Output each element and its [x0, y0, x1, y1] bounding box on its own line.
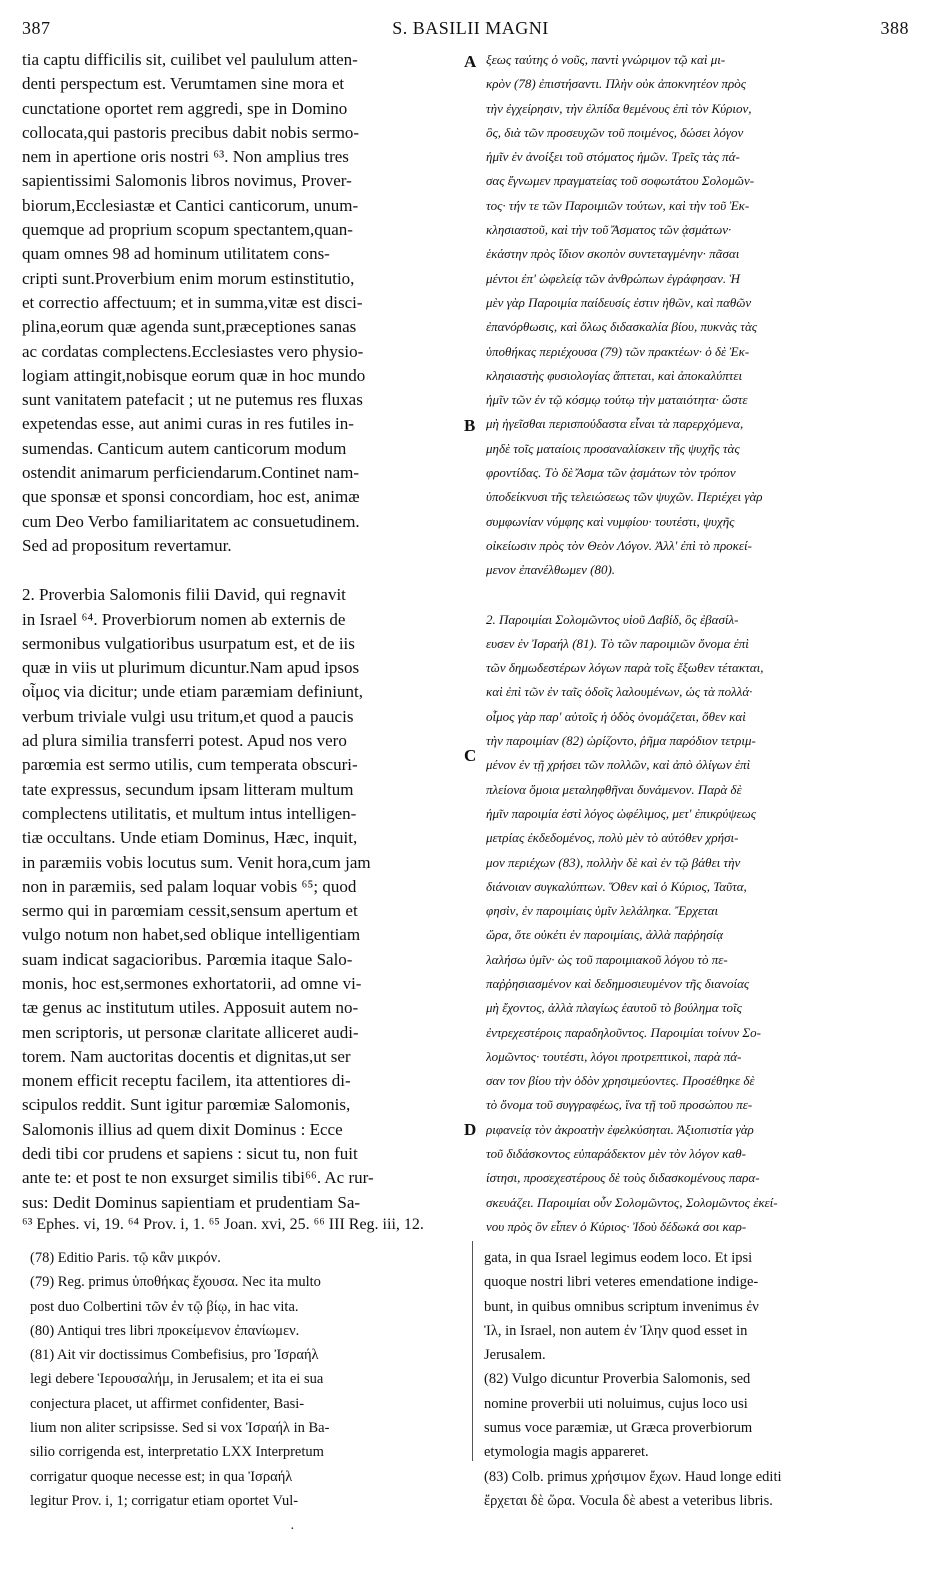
footnote-line: ἔρχεται δὲ ὥρα. Vocula δὲ abest a veteribus libris.: [484, 1492, 773, 1509]
latin-text-line: dedi tibi cor prudens et sapiens : sicut tu, non fuit: [22, 1144, 358, 1164]
footnote-line: Ἰλ, in Israel, non autem ἐν Ἰλην quod esset in: [484, 1322, 748, 1339]
latin-text-line: denti perspectum est. Verumtamen sine mora et: [22, 74, 345, 94]
latin-text-line: collocata,qui pastoris precibus dabit nobis sermo-: [22, 122, 360, 142]
footnote-line: (80) Antiqui tres libri προκείμενον ἐπανίωμεν.: [30, 1322, 300, 1339]
greek-text-line: ὑποδείκνυσι τῆς τελειώσεως τῶν ψυχῶν. Περιέχει γὰρ: [486, 489, 763, 505]
greek-text-line: μέντοι ἐπ' ὠφελείᾳ τῶν ἀνθρώπων ἐγράφησαν. Ἡ: [486, 270, 740, 286]
latin-text-line: cunctatione oportet rem aggredi, spe in Domino: [22, 98, 348, 118]
footnote-line: conjectura placet, ut affirmet confidenter, Basi-: [30, 1395, 305, 1412]
footnote-line: gata, in qua Israel legimus eodem loco. Et ipsi: [484, 1250, 753, 1266]
latin-text-line: ante te: et post te non exsurget similis tibi⁶⁶. Ac rur-: [22, 1168, 374, 1188]
greek-text-line: κλησιαστοῦ, καὶ τὴν τοῦ Ἄσματος τῶν ᾀσμάτων·: [486, 222, 732, 238]
latin-text-line: quæ in viis ut plurimum dicuntur.Nam apud ipsos: [22, 658, 360, 678]
latin-text-line: ostendit animarum perficiendarum.Continet nam-: [22, 463, 360, 483]
margin-letter-a: A: [464, 52, 477, 71]
footnote-line: etymologia magis appareret.: [484, 1444, 649, 1461]
stray-mark: ·: [290, 1522, 295, 1537]
greek-text-line: τῶν δημωδεστέρων λόγων παρὰ τοῖς ἔξωθεν τέτακται,: [486, 660, 764, 676]
greek-text-line: ὃς, διὰ τῶν προσευχῶν τοῦ ποιμένος, δώσει λόγον: [486, 124, 744, 140]
greek-text-line: νου πρὸς ὃν εἶπεν ὁ Κύριος· Ἰδοὺ δέδωκά σοι καρ-: [486, 1218, 747, 1234]
greek-text-line: συμφωνίαν νύμφης καὶ νυμφίου· τουτέστι, ψυχῆς: [486, 513, 735, 529]
latin-text-line: tæ genus ac institutum utiles. Apposuit autem no-: [22, 998, 359, 1018]
footnote-line: (79) Reg. primus ὑποθήκας ἔχουσα. Nec ita multo: [30, 1274, 321, 1291]
latin-text-line: nem in apertione oris nostri ⁶³. Non amplius tres: [22, 147, 349, 167]
margin-letter-d: D: [464, 1120, 477, 1139]
footnote-line: (83) Colb. primus χρήσιμον ἔχων. Haud longe editi: [484, 1468, 782, 1485]
greek-text-line: μετρίας ἐκδεδομένος, πολὺ μὲν τὸ αὐτόθεν χρήσι-: [486, 830, 739, 846]
latin-text-line: scipulos reddit. Sunt igitur parœmiæ Salomonis,: [22, 1095, 351, 1115]
footnote-line: (82) Vulgo dicuntur Proverbia Salomonis, sed: [484, 1371, 751, 1388]
latin-text-line: sumendas. Canticum autem canticorum modum: [22, 438, 347, 458]
latin-text-line: [22, 558, 462, 583]
latin-text-line: que sponsæ et sponsi concordiam, hoc est, animæ: [22, 487, 360, 507]
greek-text-line: ίστησι, προσεχεστέρους δὲ τοὺς διδασκομένους παρα-: [486, 1170, 760, 1186]
footnote-line: (81) Ait vir doctissimus Combefisius, pro Ἰσραήλ: [30, 1347, 319, 1364]
footnote-line: lium non aliter scripsisse. Sed si vox Ἰσραήλ in Ba-: [30, 1420, 330, 1437]
latin-text-line: monem efficit receptu facilem, ita attentiores di-: [22, 1071, 351, 1091]
greek-text-line: τὸ ὄνομα τοῦ συγγραφέως, ἵνα τῇ τοῦ προσώπου πε-: [486, 1097, 753, 1113]
greek-text-line: κλησιαστὴς φυσιολογίας ἅπτεται, καὶ ἀποκαλύπτει: [486, 367, 743, 383]
footnote-line: quoque nostri libri veteres emendatione indige-: [484, 1274, 759, 1291]
greek-text-line: ἡμῖν τῶν ἐν τῷ κόσμῳ τούτῳ τὴν ματαιότητα· ὥστε: [486, 392, 748, 408]
latin-text-line: et correctio affectuum; et in summa,vitæ est disci-: [22, 292, 363, 312]
latin-text-line: logiam attingit,nobisque eorum quæ in hoc mundo: [22, 365, 366, 385]
latin-text-line: suam indicat sagacioribus. Parœmia itaque Salo-: [22, 949, 353, 969]
footnotes-left: [30, 1248, 460, 1515]
greek-text-line: λομῶντος· τουτέστι, λόγοι προτρεπτικοὶ, παρὰ πά-: [486, 1048, 742, 1064]
greek-text-line: ριφανείᾳ τὸν ἀκροατὴν ἐφελκύσηται. Ἀξιοπιστία γὰρ: [486, 1121, 754, 1137]
footnote-line: Jerusalem.: [484, 1347, 546, 1364]
latin-text-line: tia captu difficilis sit, cuilibet vel paululum atten-: [22, 50, 358, 69]
footnotes-right: [484, 1248, 916, 1515]
greek-text-line: τοῦ διδάσκοντος εὐπαράδεκτον μὲν τὸν λόγον καθ-: [486, 1146, 746, 1162]
latin-text-line: expetendas esse, aut animi curas in res futiles in-: [22, 414, 354, 434]
latin-text-line: monis, hoc est,sermones exhortatorii, ad omne vi-: [22, 973, 362, 993]
greek-text-line: ἡμῖν παροιμία ἐστὶ λόγος ὠφέλιμος, μετ' ἐπικρύψεως: [486, 805, 757, 821]
greek-text-line: μον περιέχων (83), πολλὴν δὲ καὶ ἐν τῷ βάθει τὴν: [486, 854, 741, 870]
greek-text-line: κρὸν (78) ἐπιστήσαντι. Πλὴν οὐκ ἀποκνητέον πρὸς: [486, 76, 746, 92]
latin-text-line: non in paræmiis, sed palam loquar vobis ⁶⁵; quod: [22, 876, 357, 896]
greek-text-line: ξεως ταύτης ὁ νοῦς, παντὶ γνώριμον τῷ καὶ μι-: [486, 52, 726, 67]
greek-text-line: φησὶν, ἐν παροιμίαις ὑμῖν λελάληκα. Ἔρχεται: [486, 903, 719, 919]
greek-text-line: [486, 583, 918, 608]
footnote-line: corrigatur quoque necesse est; in qua Ἰσραήλ: [30, 1468, 293, 1485]
latin-text-line: plina,eorum quæ agenda sunt,præceptiones sanas: [22, 317, 357, 337]
greek-text-line: μένον ἐν τῇ χρήσει τῶν πολλῶν, καὶ ἀπὸ ὀλίγων ἐπὶ: [486, 757, 751, 773]
latin-text-line: men scriptoris, ut personæ claritate alliceret audi-: [22, 1022, 359, 1042]
latin-column: [22, 48, 462, 1215]
latin-text-line: cum Deo Verbo familiaritatem ac consuetudinem.: [22, 511, 360, 531]
margin-letter-b: B: [464, 416, 476, 435]
latin-text-line: tate expressus, secundum ipsam litteram multum: [22, 779, 354, 799]
latin-text-line: in paræmiis vobis locutus sum. Venit hora,cum jam: [22, 852, 371, 872]
greek-text-line: πλείονα ὅμοια μεταληφθῆναι δυνάμενον. Παρὰ δὲ: [486, 781, 742, 797]
footnote-line: silio corrigenda est, interpretatio LXX Interpretum: [30, 1444, 324, 1461]
latin-text-line: 2. Proverbia Salomonis filii David, qui regnavit: [22, 585, 346, 605]
greek-text-line: μὲν γὰρ Παροιμία παίδευσίς ἐστιν ἠθῶν, καὶ παθῶν: [486, 294, 752, 310]
greek-text-line: ὥρα, ὅτε οὐκέτι ἐν παροιμίαις, ἀλλὰ παῤῥησίᾳ: [486, 927, 724, 943]
greek-text-line: οἰκείωσιν πρὸς τὸν Θεὸν Λόγον. Ἀλλ' ἐπὶ τὸ προκεί-: [486, 537, 752, 553]
page-number-right: 388: [880, 18, 909, 38]
latin-text-line: complectens utilitatis, et multum intus intelligen-: [22, 803, 357, 823]
latin-text-line: sermonibus vulgatioribus usurpatum est, et de iis: [22, 633, 355, 653]
greek-text-line: σαν τον βίου τὴν ὁδὸν χρησιμεύοντες. Προσέθηκε δὲ: [486, 1073, 755, 1089]
footnote-line: legi debere Ἱερουσαλήμ, in Jerusalem; et ita ei sua: [30, 1371, 324, 1388]
greek-text-line: μὴ ἡγεῖσθαι περισπούδαστα εἶναι τὰ παρερχόμενα,: [486, 416, 744, 432]
footnote-line: post duo Colbertini τῶν ἐν τῷ βίῳ, in hac vita.: [30, 1298, 299, 1315]
latin-text-line: parœmia est sermo utilis, cum temperata obscuri-: [22, 755, 358, 775]
latin-text-line: Salomonis illius ad quem dixit Dominus : Ecce: [22, 1119, 343, 1139]
latin-text-line: biorum,Ecclesiastæ et Cantici canticorum, unum-: [22, 195, 359, 215]
greek-text-line: ἑκάστην πρὸς ἴδιον σκοπὸν συντεταγμένην· πᾶσαι: [486, 246, 740, 262]
greek-text-line: ἐπανόρθωσις, καὶ ὅλως διδασκαλία βίου, πυκνὰς τὰς: [486, 319, 758, 335]
greek-text-line: τὴν ἐγχείρησιν, τὴν ἐλπίδα θεμένους ἐπὶ τὸν Κύριον,: [486, 100, 752, 116]
greek-text-line: τος· τήν τε τῶν Παροιμιῶν τούτων, καὶ τὴν τοῦ Ἐκ-: [486, 197, 750, 213]
margin-letter-c: C: [464, 746, 477, 765]
greek-text-line: ἡμῖν ἐν ἀνοίξει τοῦ στόματος ἡμῶν. Τρεῖς τὰς πά-: [486, 149, 740, 165]
greek-text-line: ὑποθήκας περιέχουσα (79) τῶν πρακτέων· ὁ δὲ Ἐκ-: [486, 343, 750, 359]
greek-text-line: 2. Παροιμίαι Σολομῶντος υἱοῦ Δαβίδ, ὃς ἐβασίλ-: [486, 611, 739, 627]
latin-text-line: οἶμος via dicitur; unde etiam paræmiam definiunt,: [22, 682, 363, 702]
greek-text-line: μηδὲ τοῖς ματαίοις προσαναλίσκειν τῆς ψυχῆς τὰς: [486, 440, 740, 456]
greek-text-line: ἐντρεχεστέροις παραδηλοῦντος. Παροιμίαι τοίνυν Σο-: [486, 1024, 761, 1040]
greek-column: [486, 48, 918, 1239]
latin-text-line: tiæ occultans. Unde etiam Dominus, Hæc, inquit,: [22, 828, 358, 848]
greek-text-line: σας ἔγνωμεν πραγματείας τοῦ σοφωτάτου Σολομῶν-: [486, 173, 755, 189]
latin-text-line: sunt vanitatem patefacit ; ut ne putemus res fluxas: [22, 390, 363, 410]
latin-text-line: ad plura similia transferri potest. Apud nos vero: [22, 731, 347, 751]
latin-text-line: in Israel ⁶⁴. Proverbiorum nomen ab externis de: [22, 609, 346, 629]
footnote-line: sumus voce paræmiæ, ut Græca proverbiorum: [484, 1420, 753, 1437]
greek-text-line: μενον ἐπανέλθωμεν (80).: [486, 562, 616, 578]
latin-text-line: verbum triviale vulgi usu tritum,et quod a paucis: [22, 706, 354, 726]
footnote-line: nomine proverbii uti noluimus, cujus loco usi: [484, 1395, 748, 1412]
latin-text-line: sapientissimi Salomonis libros novimus, Prover-: [22, 171, 352, 191]
footnote-column-rule: [472, 1241, 473, 1461]
running-title: S. BASILII MAGNI: [392, 18, 549, 38]
scripture-references: ⁶³ Ephes. vi, 19. ⁶⁴ Prov. i, 1. ⁶⁵ Joan. xvi, 25. ⁶⁶ III Reg. iii, 12.: [22, 1216, 424, 1233]
latin-text-line: quemque ad proprium scopum spectantem,quan-: [22, 220, 353, 240]
greek-text-line: σκευάζει. Παροιμίαι οὖν Σολομῶντος, Σολομῶντος ἐκεί-: [486, 1194, 778, 1210]
latin-text-line: cripti sunt.Proverbium enim morum estinstitutio,: [22, 268, 355, 288]
greek-text-line: ευσεν ἐν Ἰσραήλ (81). Τὸ τῶν παροιμιῶν ὄνομα ἐπὶ: [486, 635, 749, 651]
latin-text-line: ac cordatas complectens.Ecclesiastes vero physio-: [22, 341, 364, 361]
latin-text-line: sus: Dedit Dominus sapientiam et prudentiam Sa-: [22, 1192, 361, 1212]
greek-text-line: διάνοιαν συγκαλύπτων. Ὅθεν καὶ ὁ Κύριος, Ταῦτα,: [486, 878, 747, 894]
latin-text-line: quam omnes 98 ad hominum utilitatem cons-: [22, 244, 330, 264]
page-number-left: 387: [22, 18, 51, 38]
footnote-line: legitur Prov. i, 1; corrigatur etiam oportet Vul-: [30, 1492, 299, 1509]
footnote-line: (78) Editio Paris. τῷ κἂν μικρόν.: [30, 1250, 221, 1266]
greek-text-line: μὴ ἔχοντος, ἀλλὰ πλαγίως ἑαυτοῦ τὸ βούλημα τοῖς: [486, 1000, 742, 1016]
greek-text-line: καὶ ἐπὶ τῶν ἐν ταῖς ὁδοῖς λαλουμένων, ὡς τὰ πολλά·: [486, 684, 753, 700]
greek-text-line: φροντίδας. Τὸ δὲ Ἄσμα τῶν ᾀσμάτων τὸν τρόπον: [486, 465, 736, 481]
footnote-line: bunt, in quibus omnibus scriptum invenimus ἐν: [484, 1298, 759, 1315]
greek-text-line: τὴν παροιμίαν (82) ὡρίζοντο, ῥῆμα παρόδιον τετριμ-: [486, 733, 756, 749]
latin-text-line: vulgo notum non habet,sed oblique intelligentiam: [22, 925, 361, 945]
latin-text-line: sermo qui in parœmiam cessit,sensum apertum et: [22, 901, 358, 921]
greek-text-line: οἶμος γὰρ παρ' αὐτοῖς ἡ ὁδὸς ὀνομάζεται, ὅθεν καὶ: [486, 708, 746, 724]
greek-text-line: λαλήσω ὑμῖν· ὡς τοῦ παροιμιακοῦ λόγου τὸ πε-: [486, 951, 728, 967]
greek-text-line: παῤῥησιασμένον καὶ δεδημοσιευμένον τῆς διανοίας: [486, 975, 750, 991]
latin-text-line: torem. Nam auctoritas docentis et dignitas,ut ser: [22, 1046, 351, 1066]
latin-text-line: Sed ad propositum revertamur.: [22, 535, 232, 555]
